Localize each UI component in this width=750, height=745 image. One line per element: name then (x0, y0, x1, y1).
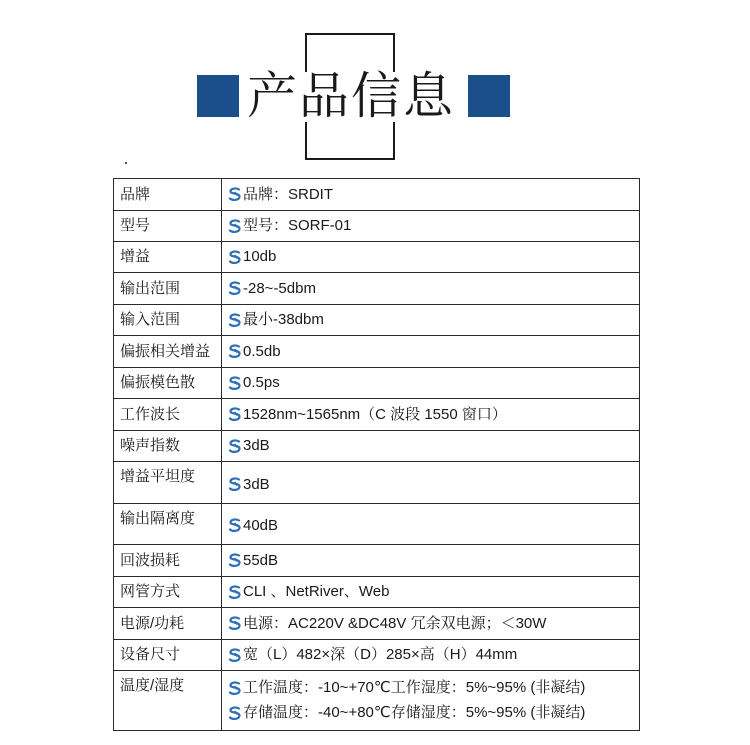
spec-label: 回波损耗 (114, 545, 222, 577)
spec-row (114, 577, 640, 608)
spec-label: 工作波长 (114, 399, 222, 431)
spec-value-line (228, 308, 639, 333)
spec-value-cell (222, 305, 640, 336)
spec-value-cell (222, 577, 640, 608)
spec-value-text: 0.5ps (243, 374, 280, 391)
spec-value-line (228, 339, 639, 364)
spec-value-text: 3dB (243, 475, 270, 493)
spec-value-line (228, 472, 639, 497)
spec-value-line (228, 513, 639, 538)
spec-label: 网管方式 (114, 577, 222, 608)
spec-value-text: 3dB (243, 437, 270, 454)
spec-value-cell (222, 336, 640, 368)
product-spec-table (113, 178, 640, 731)
spec-value-text: 0.5db (243, 342, 281, 360)
spec-row (114, 608, 640, 640)
spec-row (114, 640, 640, 671)
spec-label: 偏振相关增益 (114, 336, 222, 368)
spec-value-line (228, 580, 639, 605)
spec-value-text: 电源：AC220V &DC48V 冗余双电源；＜30W (243, 614, 547, 632)
spec-row (114, 273, 640, 305)
hook-bullet-icon (228, 681, 242, 696)
spec-row (114, 336, 640, 368)
spec-label: 输入范围 (114, 305, 222, 336)
spec-value-cell (222, 545, 640, 577)
spec-label: 设备尺寸 (114, 640, 222, 671)
hook-bullet-icon (228, 376, 242, 391)
spec-label: 偏振模色散 (114, 368, 222, 399)
spec-value-text: 工作温度：-10~+70℃工作湿度：5%~95% (非凝结) (243, 679, 586, 696)
hook-bullet-icon (228, 616, 242, 631)
hook-bullet-icon (228, 219, 242, 234)
spec-row (114, 211, 640, 242)
spec-value-cell (222, 671, 640, 731)
spec-value-text: 1528nm~1565nm（C 波段 1550 窗口） (243, 405, 507, 423)
hook-bullet-icon (228, 648, 242, 663)
spec-value-line (228, 371, 639, 396)
spec-label: 增益 (114, 242, 222, 273)
spec-value-text: 型号：SORF-01 (243, 217, 352, 234)
hook-bullet-icon (228, 585, 242, 600)
hook-bullet-icon (228, 344, 242, 359)
spec-row (114, 305, 640, 336)
spec-row (114, 242, 640, 273)
blue-square-left-decoration (197, 75, 239, 117)
hook-bullet-icon (228, 477, 242, 492)
spec-label: 输出隔离度 (114, 504, 222, 545)
spec-row (114, 368, 640, 399)
spec-value-line (228, 276, 639, 301)
spec-value-line (228, 402, 639, 427)
spec-label: 型号 (114, 211, 222, 242)
spec-value-cell (222, 608, 640, 640)
spec-value-text: 品牌：SRDIT (243, 185, 334, 203)
hook-bullet-icon (228, 407, 242, 422)
spec-value-text: 10db (243, 248, 277, 265)
hook-bullet-icon (228, 518, 242, 533)
spec-value-cell (222, 211, 640, 242)
spec-value-text: 最小-38dbm (243, 311, 324, 328)
spec-row (114, 545, 640, 577)
hook-bullet-icon (228, 281, 242, 296)
hook-bullet-icon (228, 439, 242, 454)
hook-bullet-icon (228, 553, 242, 568)
spec-value-cell (222, 640, 640, 671)
spec-row (114, 462, 640, 504)
spec-value-line (228, 245, 639, 270)
spec-value-line (228, 434, 639, 459)
spec-value-line (228, 214, 639, 239)
spec-value-cell (222, 242, 640, 273)
spec-value-cell (222, 179, 640, 211)
spec-value-text: 宽（L）482×深（D）285×高（H）44mm (243, 646, 518, 663)
spec-value-text: CLI 、NetRiver、Web (243, 583, 390, 600)
spec-value-cell (222, 504, 640, 545)
spec-row (114, 431, 640, 462)
spec-row (114, 399, 640, 431)
hook-bullet-icon (228, 706, 242, 721)
spec-value-text: 40dB (243, 516, 279, 534)
hook-bullet-icon (228, 313, 242, 328)
spec-row (114, 504, 640, 545)
spec-label: 品牌 (114, 179, 222, 211)
spec-value-cell (222, 462, 640, 504)
spec-row (114, 179, 640, 211)
spec-value-line (228, 182, 639, 207)
spec-value-cell (222, 431, 640, 462)
hook-bullet-icon (228, 250, 242, 265)
spec-label: 增益平坦度 (114, 462, 222, 504)
spec-value-text: 55dB (243, 551, 279, 569)
spec-value-line (228, 548, 639, 573)
blue-square-right-decoration (468, 75, 510, 117)
spec-value-text: -28~-5dbm (243, 279, 316, 297)
spec-label: 电源/功耗 (114, 608, 222, 640)
spec-label: 温度/湿度 (114, 671, 222, 731)
spec-value-line (228, 676, 639, 701)
spec-label: 输出范围 (114, 273, 222, 305)
page-header (0, 0, 750, 170)
hook-bullet-icon (228, 187, 242, 202)
spec-row (114, 671, 640, 731)
page-title: 产品信息 (247, 67, 455, 125)
spec-value-cell (222, 399, 640, 431)
spec-value-line (228, 701, 639, 726)
spec-value-text: 存储温度：-40~+80℃存储湿度：5%~95% (非凝结) (243, 704, 586, 721)
spec-value-cell (222, 273, 640, 305)
spec-label: 噪声指数 (114, 431, 222, 462)
spec-value-line (228, 611, 639, 636)
spec-value-cell (222, 368, 640, 399)
spec-value-line (228, 643, 639, 668)
